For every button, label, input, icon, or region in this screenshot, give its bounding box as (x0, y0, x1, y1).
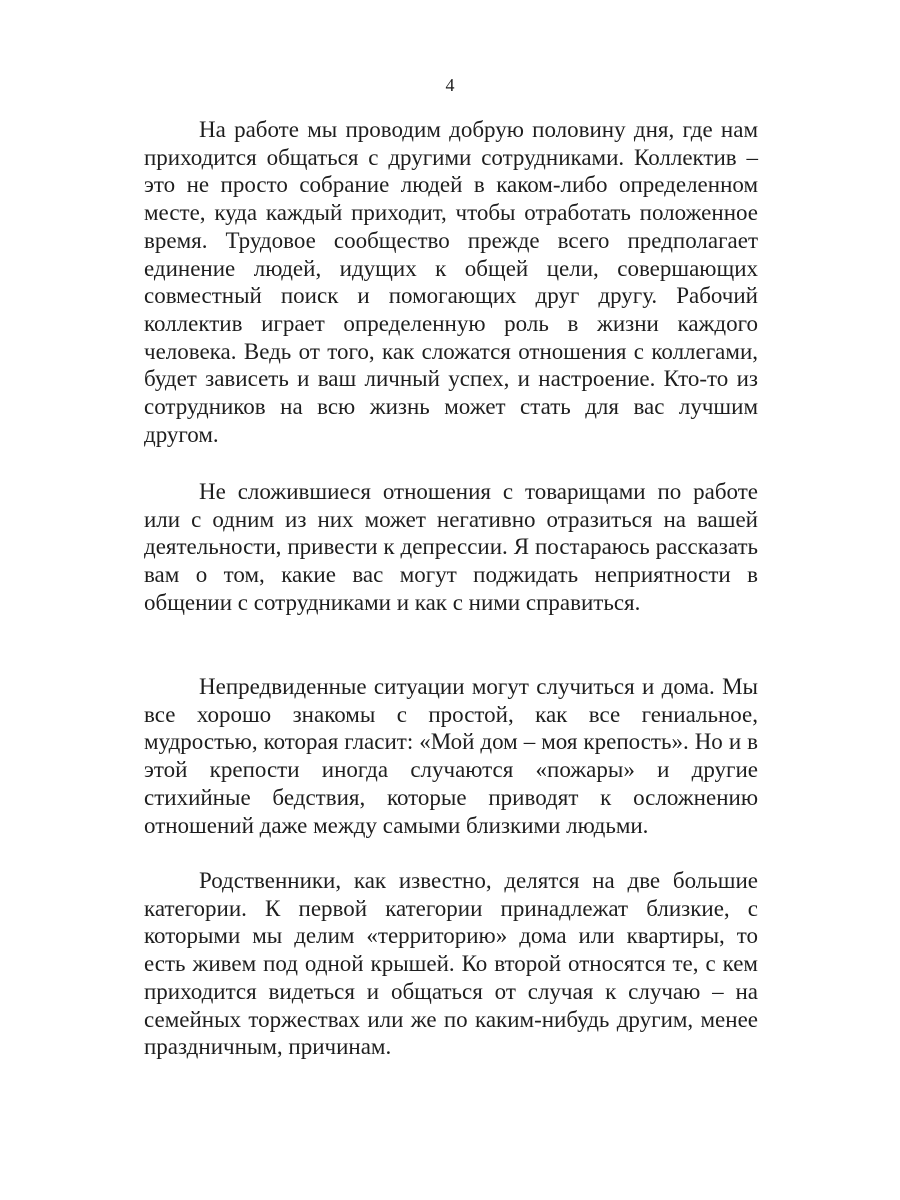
paragraph-relatives: Родственники, как известно, делятся на две большие категории. К первой категории принадлежат близкие, с которыми мы делим «территорию» дома или квартиры, то есть живем под одной крышей. Ко второй относятся те, с кем приходится видеться и общаться от случая к случаю – на семейных торжествах или же по каким-нибудь другим, менее праздничным, причинам. (144, 868, 758, 1060)
page-number: 4 (445, 75, 455, 95)
paragraph-home-situations: Непредвиденные ситуации могут случиться и дома. Мы все хорошо знакомы с простой, как все гениальное, мудростью, которая гласит: «Мой дом – моя крепость». Но и в этой крепости иногда случаются «пожары» и другие стихийные бедствия, которые приводят к осложнению отношений даже между самыми близкими людьми. (144, 674, 758, 838)
paragraph-work-collective: На работе мы проводим добрую половину дня, где нам приходится общаться с другими сотрудниками. Коллектив – это не просто собрание людей в каком-либо определенном месте, куда каждый приходит, чтобы отработать положенное время. Трудовое сообщество прежде всего предполагает единение людей, идущих к общей цели, совершающих совместный поиск и помогающих друг другу. Рабочий коллектив играет определенную роль в жизни каждого человека. Ведь от того, как сложатся отношения с коллегами, будет зависеть и ваш личный успех, и настроение. Кто-то из сотрудников на всю жизнь может стать для вас лучшим другом. (144, 117, 758, 447)
paragraph-work-relations: Не сложившиеся отношения с товарищами по работе или с одним из них может негативно отразиться на вашей деятельности, привести к депрессии. Я постараюсь рассказать вам о том, какие вас могут поджидать неприятности в общении с сотрудниками и как с ними справиться. (144, 479, 758, 615)
